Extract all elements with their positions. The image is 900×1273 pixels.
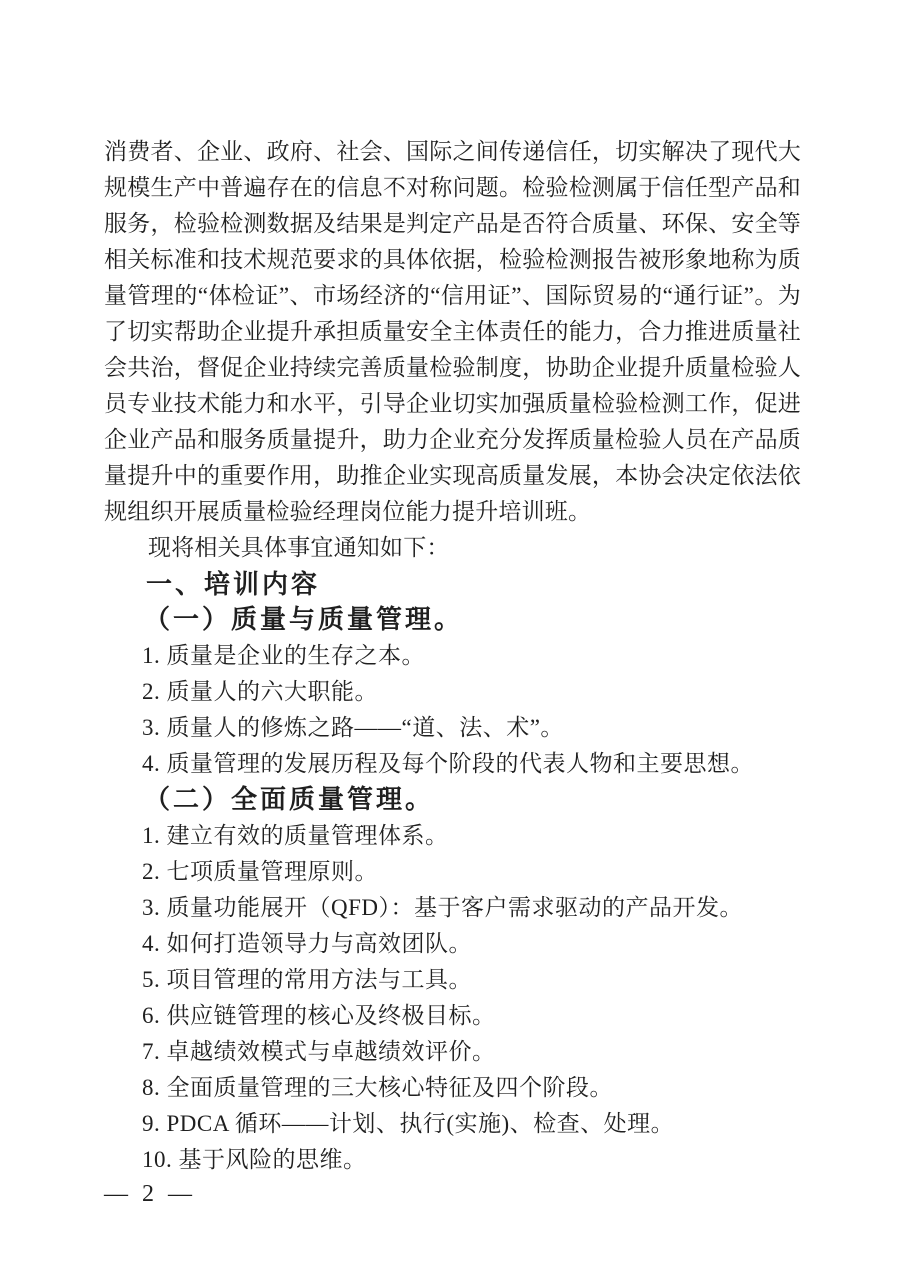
section-title-training-content: 一、培训内容 <box>146 569 321 599</box>
list-item: 2. 质量人的六大职能。 <box>142 679 378 704</box>
list-item: 1. 建立有效的质量管理体系。 <box>142 823 449 848</box>
list-item: 3. 质量功能展开（QFD）：基于客户需求驱动的产品开发。 <box>142 895 744 920</box>
list-item: 9. PDCA 循环——计划、执行(实施)、检查、处理。 <box>142 1111 675 1136</box>
list-item: 7. 卓越绩效模式与卓越绩效评价。 <box>142 1039 496 1064</box>
document-content <box>104 134 801 1178</box>
body-paragraph-1: 消费者、企业、政府、社会、国际之间传递信任，切实解决了现代大规模生产中普遍存在的信息不对称问题。检验检测属于信任型产品和服务，检验检测数据及结果是判定产品是否符合质量、环保、安全等相关标准和技术规范要求的具体依据，检验检测报告被形象地称为质量管理的“体检证”、市场经济的“信用证”、国际贸易的“通行证”。为了切实帮助企业提升承担质量安全主体责任的能力，合力推进质量社会共治，督促企业持续完善质量检验制度，协助企业提升质量检验人员专业技术能力和水平，引导企业切实加强质量检验检测工作，促进企业产品和服务质量提升，助力企业充分发挥质量检验人员在产品质量提升中的重要作用，助推企业实现高质量发展，本协会决定依法依规组织开展质量检验经理岗位能力提升培训班。 <box>104 139 801 524</box>
subsection-heading-total-quality-management: （二）全面质量管理。 <box>144 785 435 814</box>
list-item: 3. 质量人的修炼之路——“道、法、术”。 <box>142 715 564 740</box>
list-item: 8. 全面质量管理的三大核心特征及四个阶段。 <box>142 1075 613 1100</box>
subsection-heading-quality-and-quality-management: （一）质量与质量管理。 <box>144 605 464 634</box>
list-item: 5. 项目管理的常用方法与工具。 <box>142 967 472 992</box>
list-item: 6. 供应链管理的核心及终极目标。 <box>142 1003 496 1028</box>
list-item: 10. 基于风险的思维。 <box>142 1147 367 1172</box>
page-number: — 2 — <box>104 1181 196 1207</box>
list-item: 1. 质量是企业的生存之本。 <box>142 643 425 668</box>
body-paragraph-2: 现将相关具体事宜通知如下： <box>148 535 450 560</box>
list-item: 4. 质量管理的发展历程及每个阶段的代表人物和主要思想。 <box>142 751 754 776</box>
list-item: 4. 如何打造领导力与高效团队。 <box>142 931 472 956</box>
list-item: 2. 七项质量管理原则。 <box>142 859 378 884</box>
subsection-1-item-list <box>104 638 801 782</box>
subsection-2-item-list <box>104 818 801 1178</box>
